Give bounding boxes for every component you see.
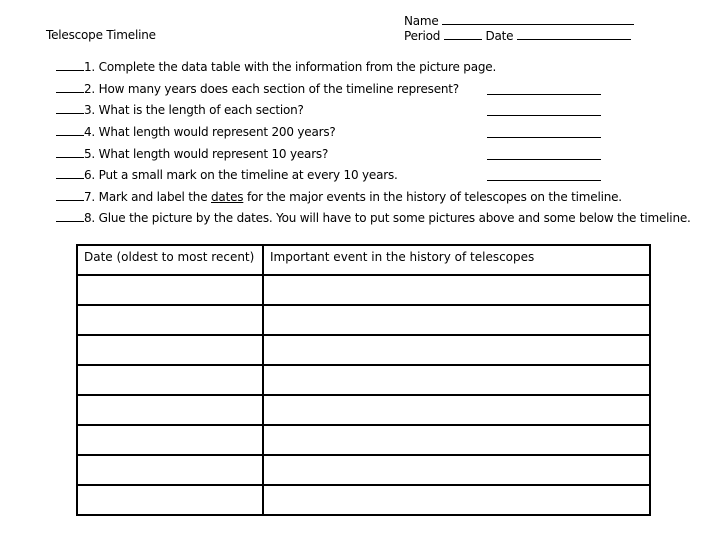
page-title: Telescope Timeline — [46, 28, 156, 42]
table-row — [77, 425, 650, 455]
date-cell[interactable] — [77, 455, 263, 485]
instruction-8 — [56, 210, 691, 225]
table-row — [77, 455, 650, 485]
instruction-7-emph: dates — [211, 190, 244, 204]
instruction-7 — [56, 189, 622, 204]
answer-blank-5[interactable] — [487, 159, 601, 160]
instruction-7-post: for the major events in the history of telescopes on the timeline. — [243, 190, 622, 204]
instruction-8-text: 8. Glue the picture by the dates. You will have to put some pictures above and some below the timeline. — [84, 211, 691, 225]
name-field[interactable] — [442, 13, 634, 25]
check-blank-5[interactable] — [56, 146, 84, 158]
table-row — [77, 365, 650, 395]
instruction-5 — [56, 146, 328, 161]
table-header-date: Date (oldest to most recent) — [77, 245, 263, 275]
date-cell[interactable] — [77, 305, 263, 335]
period-date-line — [404, 28, 631, 43]
check-blank-8[interactable] — [56, 210, 84, 222]
check-blank-6[interactable] — [56, 167, 84, 179]
table-row — [77, 335, 650, 365]
date-cell[interactable] — [77, 335, 263, 365]
period-label: Period — [404, 29, 441, 43]
instruction-4-text: 4. What length would represent 200 years? — [84, 125, 336, 139]
instruction-2-text: 2. How many years does each section of the timeline represent? — [84, 82, 459, 96]
name-line — [404, 13, 634, 28]
answer-blank-6[interactable] — [487, 180, 601, 181]
event-cell[interactable] — [263, 395, 650, 425]
event-cell[interactable] — [263, 365, 650, 395]
table-header-row — [77, 245, 650, 275]
event-cell[interactable] — [263, 455, 650, 485]
event-cell[interactable] — [263, 485, 650, 515]
check-blank-1[interactable] — [56, 59, 84, 71]
instruction-6-text: 6. Put a small mark on the timeline at every 10 years. — [84, 168, 398, 182]
answer-blank-2[interactable] — [487, 94, 601, 95]
instruction-7-pre: 7. Mark and label the — [84, 190, 212, 204]
answer-blank-3[interactable] — [487, 115, 601, 116]
event-cell[interactable] — [263, 305, 650, 335]
check-blank-7[interactable] — [56, 189, 84, 201]
date-cell[interactable] — [77, 425, 263, 455]
instruction-6 — [56, 167, 398, 182]
instruction-2 — [56, 81, 459, 96]
event-cell[interactable] — [263, 425, 650, 455]
table-row — [77, 305, 650, 335]
instruction-3 — [56, 102, 304, 117]
date-cell[interactable] — [77, 275, 263, 305]
instruction-5-text: 5. What length would represent 10 years? — [84, 147, 329, 161]
check-blank-4[interactable] — [56, 124, 84, 136]
answer-blank-4[interactable] — [487, 137, 601, 138]
instruction-4 — [56, 124, 336, 139]
table-row — [77, 275, 650, 305]
table-header-event: Important event in the history of telescopes — [263, 245, 650, 275]
date-label: Date — [485, 29, 514, 43]
table-row — [77, 485, 650, 515]
instruction-1-text: 1. Complete the data table with the information from the picture page. — [84, 60, 497, 74]
table-row — [77, 395, 650, 425]
event-cell[interactable] — [263, 275, 650, 305]
date-cell[interactable] — [77, 485, 263, 515]
check-blank-3[interactable] — [56, 102, 84, 114]
instruction-3-text: 3. What is the length of each section? — [84, 103, 304, 117]
period-field[interactable] — [444, 28, 482, 40]
event-cell[interactable] — [263, 335, 650, 365]
date-field[interactable] — [517, 28, 631, 40]
date-cell[interactable] — [77, 365, 263, 395]
check-blank-2[interactable] — [56, 81, 84, 93]
data-table — [76, 244, 651, 516]
instruction-1 — [56, 59, 496, 74]
date-cell[interactable] — [77, 395, 263, 425]
name-label: Name — [404, 14, 439, 28]
